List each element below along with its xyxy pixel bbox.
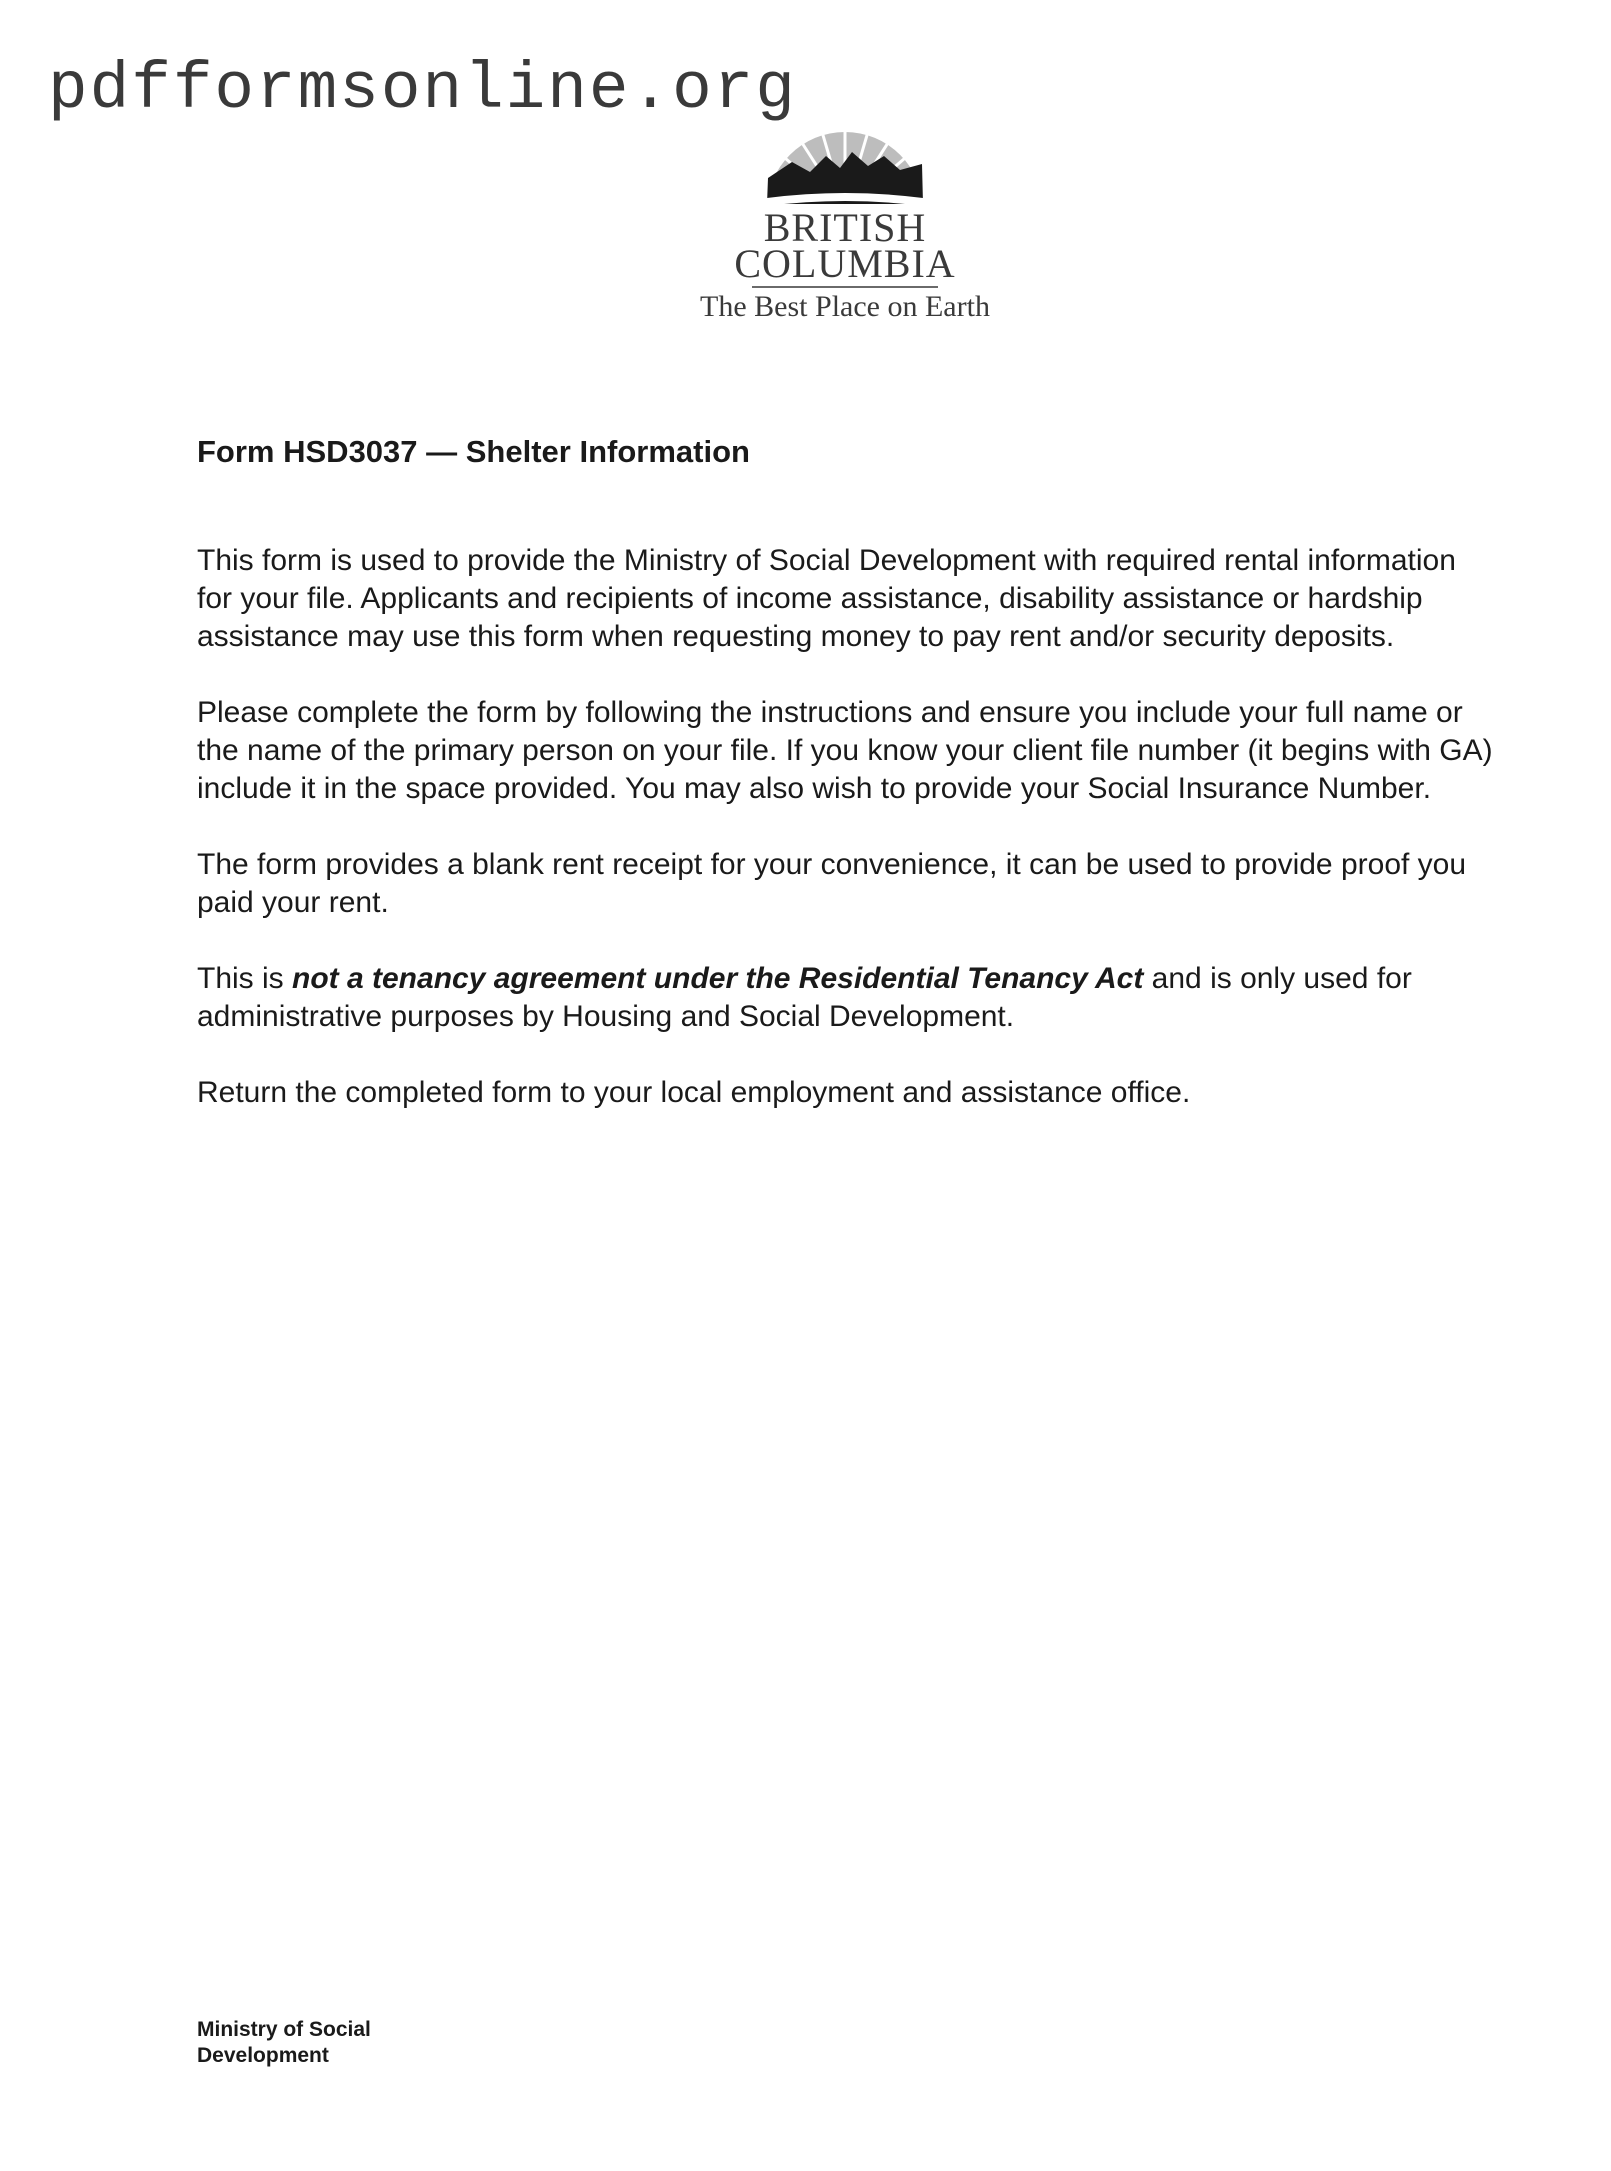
paragraph-return: Return the completed form to your local employment and assistance office. bbox=[197, 1076, 1191, 1109]
paragraph-rent-receipt: The form provides a blank rent receipt for your convenience, it can be used to provide proof you paid your rent. bbox=[197, 848, 1467, 919]
tenancy-notice-prefix: This is bbox=[197, 962, 293, 995]
footer-ministry bbox=[197, 2017, 457, 2069]
logo-line-2: COLUMBIA bbox=[734, 241, 956, 286]
footer-line-2: Development bbox=[197, 2044, 329, 2067]
logo-tagline: The Best Place on Earth bbox=[700, 290, 990, 323]
tenancy-notice-suffix: and is only used for administrative purposes by Housing and Social Development. bbox=[197, 962, 1412, 1033]
bc-logo bbox=[700, 92, 990, 332]
logo-divider bbox=[752, 286, 938, 288]
form-title: Form HSD3037 — Shelter Information bbox=[197, 434, 750, 469]
paragraph-tenancy-notice bbox=[197, 960, 1497, 1036]
footer-line-1: Ministry of Social bbox=[197, 2018, 371, 2041]
watermark-text: pdfformsonline.org bbox=[48, 52, 797, 127]
logo-line-1: BRITISH bbox=[763, 205, 927, 250]
document-body bbox=[197, 432, 1497, 1112]
paragraph-purpose: This form is used to provide the Ministry of Social Development with required rental information for your file. Applicants and recipients of income assistance, disability assistance or hardship assistance may use this form when requesting money to pay rent and/or security deposits. bbox=[197, 544, 1456, 653]
paragraph-instructions: Please complete the form by following the instructions and ensure you include your full name or the name of the primary person on your file. If you know your client file number (it begins with GA) include it in the space provided. You may also wish to provide your Social Insurance Number. bbox=[197, 696, 1493, 805]
tenancy-notice-emphasis: not a tenancy agreement under the Residential Tenancy Act bbox=[292, 962, 1144, 995]
